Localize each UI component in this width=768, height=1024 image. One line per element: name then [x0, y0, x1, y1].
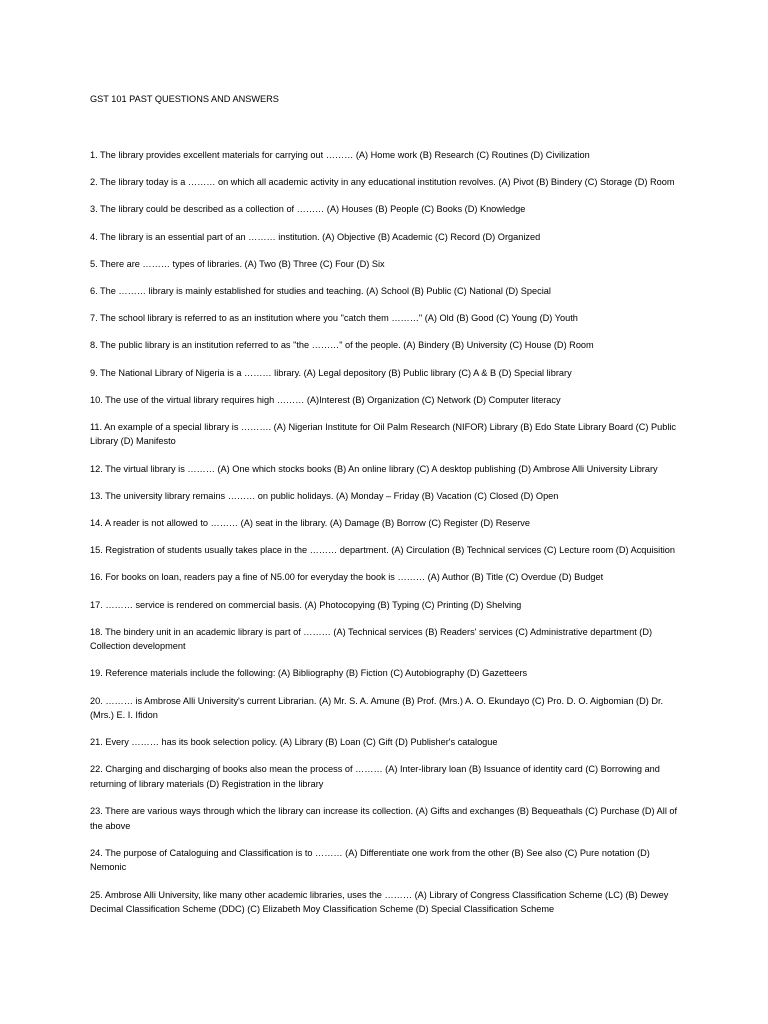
question-item: 22. Charging and discharging of books also mean the process of ……… (A) Inter-library loan (B) Issuance of identity card (C) Borrowing and returning of library materials (D) Registration in the library	[90, 764, 660, 789]
question-item: 18. The bindery unit in an academic library is part of ……… (A) Technical services (B) Readers' services (C) Administrative department (D) Collection development	[90, 626, 653, 652]
question-item: 13. The university library remains ……… on public holidays. (A) Monday – Friday (B) Vacation (C) Closed (D) Open	[90, 490, 559, 501]
question-list	[90, 148, 682, 917]
document-title: GST 101 PAST QUESTIONS AND ANSWERS	[90, 94, 279, 104]
question-item: 17. ……… service is rendered on commercial basis. (A) Photocopying (B) Typing (C) Printing (D) Shelving	[90, 599, 522, 610]
question-item: 16. For books on loan, readers pay a fine of N5.00 for everyday the book is ……… (A) Author (B) Title (C) Overdue (D) Budget	[90, 572, 604, 583]
question-item: 1. The library provides excellent materials for carrying out ……… (A) Home work (B) Research (C) Routines (D) Civilization	[90, 150, 590, 160]
question-item: 25. Ambrose Alli University, like many other academic libraries, uses the ……… (A) Library of Congress Classification Scheme (LC) (B) Dewey Decimal Classification Scheme (DDC) (C) Elizabeth Moy Classification Scheme (D) Special Classification Scheme	[90, 889, 669, 914]
question-item: 23. There are various ways through which the library can increase its collection. (A) Gifts and exchanges (B) Bequeathals (C) Purchase (D) All of the above	[90, 806, 678, 831]
question-item: 11. An example of a special library is ………. (A) Nigerian Institute for Oil Palm Research (NIFOR) Library (B) Edo State Library Board (C) Public Library (D) Manifesto	[90, 421, 676, 447]
question-item: 19. Reference materials include the following: (A) Bibliography (B) Fiction (C) Autobiography (D) Gazetteers	[90, 668, 528, 679]
question-item: 20. ……… is Ambrose Alli University's current Librarian. (A) Mr. S. A. Amune (B) Prof. (Mrs.) A. O. Ekundayo (C) Pro. D. O. Aigbomian (D) Dr. (Mrs.) E. I. Ifidon	[90, 695, 664, 721]
question-item: 2. The library today is a ……… on which all academic activity in any educational institution revolves. (A) Pivot (B) Bindery (C) Storage (D) Room	[90, 177, 675, 188]
question-item: 21. Every ……… has its book selection policy. (A) Library (B) Loan (C) Gift (D) Publisher's catalogue	[90, 737, 498, 748]
question-item: 24. The purpose of Cataloguing and Classification is to ……… (A) Differentiate one work from the other (B) See also (C) Pure notation (D) Nemonic	[90, 847, 650, 873]
question-item: 12. The virtual library is ……… (A) One which stocks books (B) An online library (C) A desktop publishing (D) Ambrose Alli University Library	[90, 463, 658, 474]
question-item: 10. The use of the virtual library requires high ……… (A)Interest (B) Organization (C) Network (D) Computer literacy	[90, 394, 561, 405]
question-item: 8. The public library is an institution referred to as "the ………" of the people. (A) Bindery (B) University (C) House (D) Room	[90, 340, 594, 351]
question-item: 3. The library could be described as a collection of ……… (A) Houses (B) People (C) Books (D) Knowledge	[90, 204, 526, 215]
question-item: 14. A reader is not allowed to ……… (A) seat in the library. (A) Damage (B) Borrow (C) Register (D) Reserve	[90, 517, 530, 528]
question-item: 6. The ……… library is mainly established for studies and teaching. (A) School (B) Public (C) National (D) Special	[90, 285, 551, 296]
question-item: 9. The National Library of Nigeria is a ……… library. (A) Legal depository (B) Public library (C) A & B (D) Special library	[90, 367, 572, 378]
question-item: 5. There are ……… types of libraries. (A) Two (B) Three (C) Four (D) Six	[90, 258, 385, 269]
question-item: 7. The school library is referred to as an institution where you "catch them ………" (A) Old (B) Good (C) Young (D) Youth	[90, 313, 578, 324]
question-item: 4. The library is an essential part of an ……… institution. (A) Objective (B) Academic (C) Record (D) Organized	[90, 231, 541, 242]
question-item: 15. Registration of students usually takes place in the ……… department. (A) Circulation (B) Technical services (C) Lecture room (D) Acquisition	[90, 545, 676, 556]
